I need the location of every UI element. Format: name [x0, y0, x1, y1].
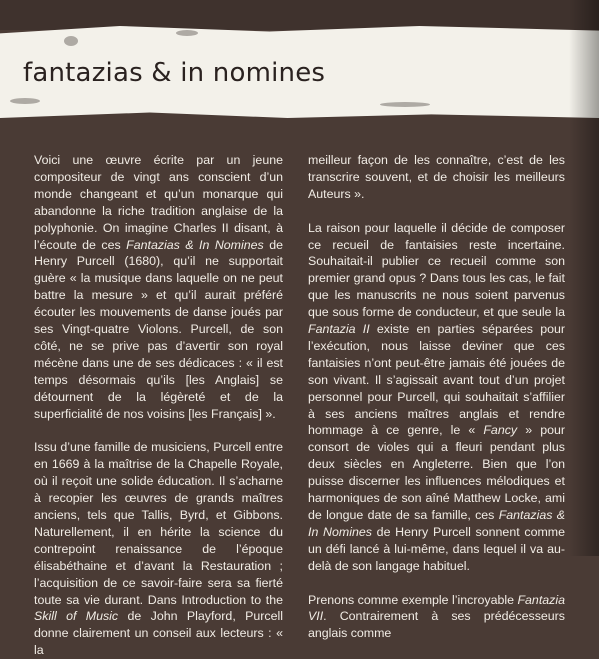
page-title: fantazias & in nomines: [23, 58, 326, 88]
italic-title: Fantazia II: [308, 322, 370, 337]
paragraph: [308, 592, 565, 643]
ink-smudge: [10, 98, 40, 104]
italic-title: Skill of Music: [34, 609, 119, 624]
text-run: de John Playford, Purcell donne clairement un conseil aux lecteurs : « la: [34, 609, 283, 658]
italic-title: Fancy: [483, 423, 518, 438]
italic-title: Fantazia VII: [308, 592, 565, 624]
text-run: » pour consort de violes qui a fleuri pendant plus deux siècles en Angleterre. Bien que l’on puisse discerner les influences mélodiques et harmoniques de son aîné Matthew Locke, ami de longue date de sa famille, ces: [308, 423, 566, 523]
text-run: Prenons comme exemple l’incroyable: [308, 592, 518, 607]
text-run: existe en parties séparées pour l’exécution, nous laisse deviner que ces fantaisies n’ont peut-être jamais été jouées de son vivant. Il s’agissait avant tout d’un projet personnel pour Purcell, qui souhaitait s’affilier à ses anciens maîtres anglais et rendre hommage à ce genre, le «: [308, 322, 565, 438]
text-run: Issu d’une famille de musiciens, Purcell entre en 1669 à la maîtrise de la Chapelle Royale, où il reçoit une solide éducation. Il s’acharne à recopier les œuvres de grands maîtres anciens, tels que Tallis, Byrd, et Gibbons. Naturellement, il en hérite la science du contrepoint renaissance de l’époque élisabéthaine et d’avant la Restauration ; l’acquisition de ce savoir-faire sera sa fierté toute sa vie durant. Dans Introduction to the: [34, 440, 283, 607]
page-top-edge: [0, 0, 599, 30]
ink-smudge: [380, 102, 430, 107]
ink-smudge: [64, 36, 78, 46]
text-run: Voici une œuvre écrite par un jeune compositeur de vingt ans conscient d’un monde changeant et qu’un monarque qui abandonne la riche tradition anglaise de la polyphonie. On imagine Charles II disant, à l’écoute de ces: [34, 153, 283, 252]
paragraph: [308, 152, 565, 203]
italic-title: Fantazias & In Nomines: [308, 508, 565, 539]
paragraph: [34, 152, 283, 423]
text-run: . Contrairement à ses prédécesseurs anglais comme: [308, 609, 565, 641]
text-run: meilleur façon de les connaître, c’est de les transcrire souvent, et de choisir les meilleurs Auteurs ».: [308, 153, 565, 201]
text-run: de Henry Purcell sonnent comme un défi lancé à lui-même, dans lequel il va au-delà de son langage habituel.: [308, 524, 565, 573]
left-column: [34, 152, 283, 659]
paragraph: [34, 439, 283, 659]
paragraph: [308, 220, 565, 575]
ink-smudge: [176, 30, 198, 36]
text-run: de Henry Purcell (1680), qu’il ne supportait guère « la musique dans laquelle on ne peut battre la mesure » et qu’il aurait préféré écouter les mouvements de danse joués par ses Vingt-quatre Violons. Purcell, de son côté, ne se prive pas d’avertir son royal mécène dans une de ses dédicaces : « il est temps désormais qu’ils [les Anglais] se détournent de la légèreté et de la superficialité de nos voisins [les Français] ».: [34, 237, 283, 421]
right-column: [308, 152, 565, 642]
italic-title: Fantazias & In Nomines: [126, 237, 264, 252]
book-spine-shadow: [569, 0, 599, 556]
text-run: La raison pour laquelle il décide de composer ce recueil de fantaisies reste incertaine. Souhaitait-il publier ce recueil comme son premier grand opus ? Dans tous les cas, le fait que les manuscrits ne nous soient parvenus que sous forme de conducteur, et que seule la: [308, 220, 565, 320]
